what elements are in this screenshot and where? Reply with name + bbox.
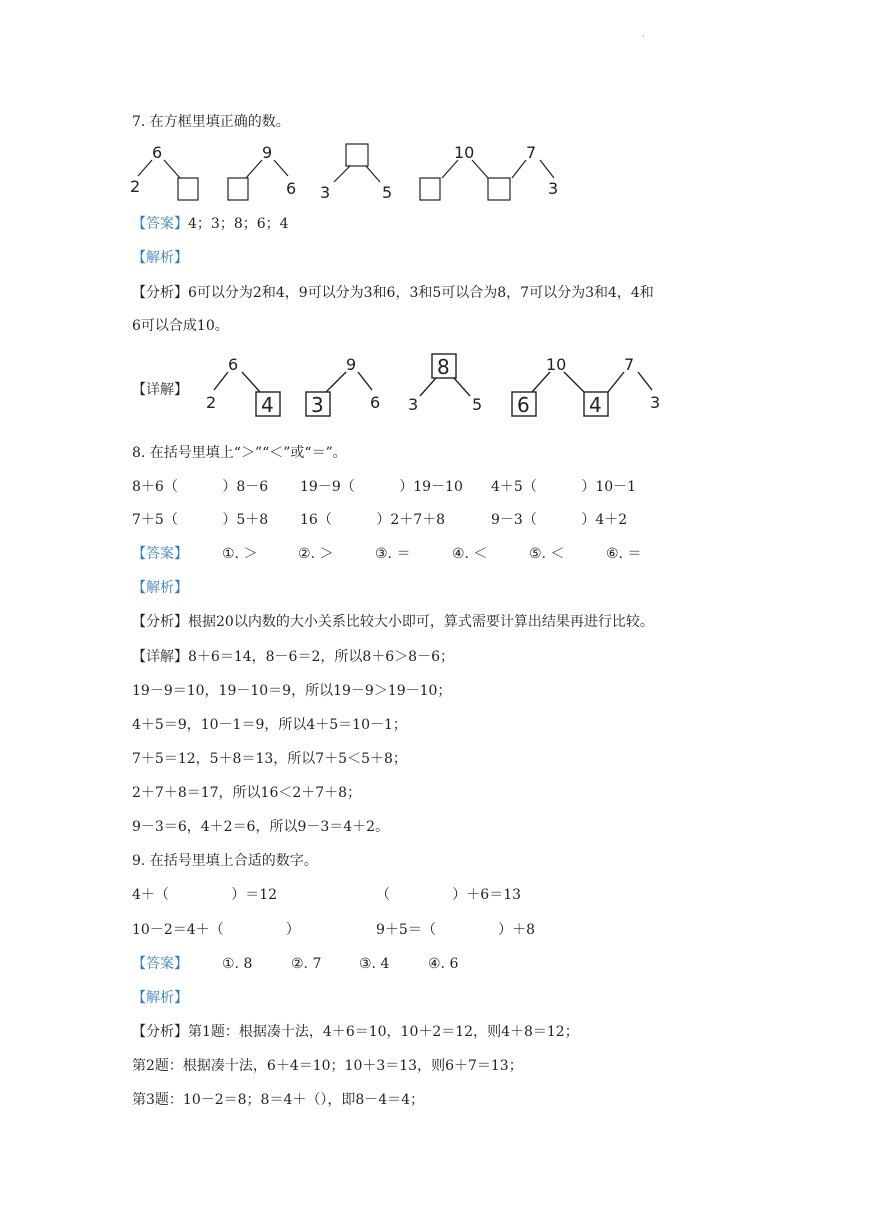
q7-detail-filled: 3 <box>311 393 324 417</box>
q7-detail-num: 10 <box>546 355 567 374</box>
q8-detail-line: 7＋5＝12，5＋8＝13，所以7＋5＜5＋8； <box>132 751 407 767</box>
q7-num: 6 <box>152 143 163 162</box>
q8-answer-tag: 【答案】 <box>132 546 188 562</box>
q8-detail-line: 2＋7＋8＝17，所以16＜2＋7＋8； <box>132 785 362 801</box>
q7-detail-tag: 【详解】 <box>132 382 188 398</box>
q7-detail-diagram <box>200 352 670 418</box>
q8-answer: ④. ＜ <box>452 546 488 562</box>
q7-detail-filled: 4 <box>261 393 274 417</box>
q9-analysis-line: 第3题：10－2＝8；8＝4＋（），即8－4＝4； <box>132 1092 425 1108</box>
q7-num: 10 <box>454 143 475 162</box>
analysis-text: 6可以分为2和4，9可以分为3和6，3和5可以合为8，7可以分为3和4，4和 <box>188 285 654 301</box>
q7-num: 3 <box>320 183 331 202</box>
q7-detail-num: 3 <box>408 395 419 414</box>
q7-num: 2 <box>130 177 141 196</box>
q7-detail-num: 3 <box>650 393 661 412</box>
q7-detail-filled: 8 <box>437 355 450 379</box>
q7-num: 5 <box>382 183 393 202</box>
q7-jiexi: 【解析】 <box>132 250 188 266</box>
q7-analysis-2: 6可以合成10。 <box>132 318 229 334</box>
q7-detail-num: 7 <box>624 355 635 374</box>
q9-problem: （ ）＋6＝13 <box>376 887 522 903</box>
q7-num: 6 <box>286 179 297 198</box>
q7-detail-num: 5 <box>472 395 483 414</box>
analysis-tag: 【分析】 <box>132 614 188 630</box>
q8-jiexi: 【解析】 <box>132 580 188 596</box>
q8-problem: 7＋5（ ）5＋8 <box>132 512 269 528</box>
q8-problem: 8＋6（ ）8－6 <box>132 479 269 495</box>
q9-answer: ①. 8 <box>222 956 253 972</box>
q9-answer: ④. 6 <box>428 956 459 972</box>
q8-title: 8. 在括号里填上“＞”“＜”或“＝”。 <box>132 445 347 461</box>
q8-detail-line: 9－3＝6，4＋2＝6，所以9－3＝4＋2。 <box>132 819 390 835</box>
analysis-tag: 【分析】 <box>132 1024 188 1040</box>
q9-problem: 4＋（ ）＝12 <box>132 887 278 903</box>
q7-detail-num: 9 <box>346 355 357 374</box>
q8-detail-line: 4＋5＝9，10－1＝9，所以4＋5＝10－1； <box>132 717 407 733</box>
q7-detail-filled: 4 <box>589 393 602 417</box>
q7-detail-filled: 6 <box>517 393 530 417</box>
q9-answer-tag: 【答案】 <box>132 956 188 972</box>
q8-answer: ②. ＞ <box>298 546 334 562</box>
q8-detail <box>132 647 454 667</box>
analysis-tag: 【分析】 <box>132 285 188 301</box>
q9-problem: 9＋5＝（ ）＋8 <box>376 922 536 938</box>
q8-problem: 16（ ）2＋7＋8 <box>300 512 446 528</box>
detail-text: 8＋6＝14，8－6＝2，所以8＋6＞8－6； <box>188 649 454 665</box>
q9-title: 9. 在括号里填上合适的数字。 <box>132 853 318 869</box>
q7-num: 9 <box>262 143 273 162</box>
analysis-text: 根据20以内数的大小关系比较大小即可，算式需要计算出结果再进行比较。 <box>188 614 654 630</box>
q9-answer: ③. 4 <box>359 956 390 972</box>
q7-num: 7 <box>526 143 537 162</box>
q9-analysis <box>132 1022 579 1042</box>
q7-detail-num: 2 <box>206 393 217 412</box>
analysis-text: 第1题：根据凑十法，4＋6＝10，10＋2＝12，则4＋8＝12； <box>188 1024 579 1040</box>
q9-answer: ②. 7 <box>291 956 322 972</box>
q7-answer <box>132 214 289 234</box>
q9-jiexi: 【解析】 <box>132 990 188 1006</box>
answer-text: 4；3；8；6；4 <box>188 216 289 232</box>
q8-answer: ⑤. ＜ <box>529 546 565 562</box>
q7-detail-num: 6 <box>370 393 381 412</box>
corner-mark: · <box>642 32 645 41</box>
answer-tag: 【答案】 <box>132 216 188 232</box>
q8-detail-line: 19－9＝10，19－10＝9，所以19－9＞19－10； <box>132 683 452 699</box>
q8-problem: 4＋5（ ）10－1 <box>491 479 637 495</box>
q7-detail-num: 6 <box>228 355 239 374</box>
q8-answer: ⑥. ＝ <box>606 546 642 562</box>
q7-num: 3 <box>548 179 559 198</box>
q8-problem: 9－3（ ）4＋2 <box>491 512 628 528</box>
q7-number-bond-diagram <box>128 140 568 206</box>
detail-tag: 【详解】 <box>132 649 188 665</box>
q7-analysis-1 <box>132 283 654 303</box>
q8-problem: 19－9（ ）19－10 <box>300 479 463 495</box>
q8-answer: ③. ＝ <box>375 546 411 562</box>
q8-answer: ①. ＞ <box>222 546 258 562</box>
q9-analysis-line: 第2题：根据凑十法，6＋4＝10；10＋3＝13，则6＋7＝13； <box>132 1058 523 1074</box>
q9-problem: 10－2＝4＋（ ） <box>132 922 300 938</box>
q7-title: 7. 在方框里填正确的数。 <box>132 114 290 130</box>
q8-analysis <box>132 612 654 632</box>
